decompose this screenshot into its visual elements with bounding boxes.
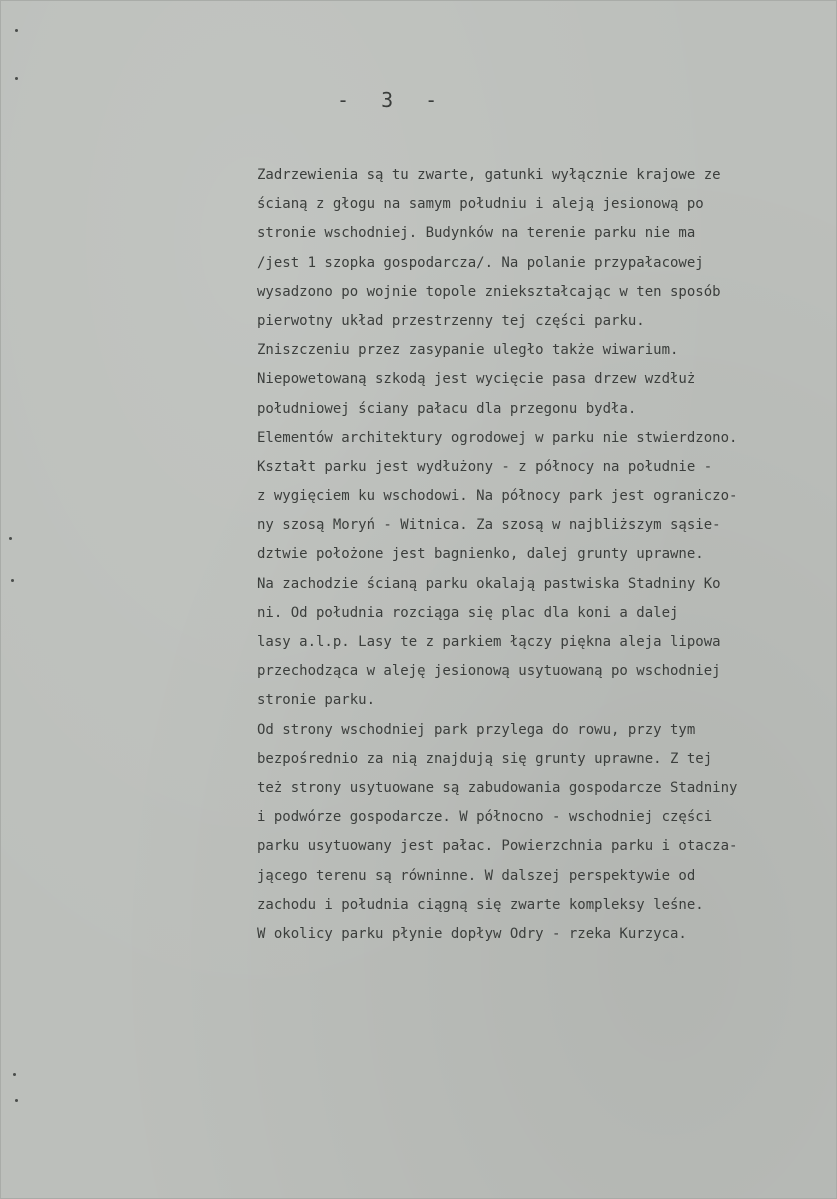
text-line: Elementów architektury ogrodowej w parku nie stwierdzono. <box>257 429 738 446</box>
text-line: południowej ściany pałacu dla przegonu bydła. <box>257 400 637 417</box>
text-line: lasy a.l.p. Lasy te z parkiem łączy piękna aleja lipowa <box>257 634 721 650</box>
text-line: przechodząca w aleję jesionową usytuowaną po wschodniej <box>257 663 721 680</box>
text-line: stronie wschodniej. Budynków na terenie parku nie ma <box>257 225 696 242</box>
text-line: /jest 1 szopka gospodarcza/. Na polanie przypałacowej <box>257 254 704 271</box>
text-line: i podwórze gospodarcze. W północno - wschodniej części <box>257 809 713 826</box>
punch-mark <box>15 77 18 80</box>
punch-mark <box>13 1073 16 1076</box>
text-line: Zniszczeniu przez zasypanie uległo także wiwarium. <box>257 342 679 359</box>
text-line: parku usytuowany jest pałac. Powierzchnia parku i otacza- <box>257 838 738 855</box>
text-line: ścianą z głogu na samym południu i aleją jesionową po <box>257 196 704 213</box>
text-line: z wygięciem ku wschodowi. Na północy park jest ograniczo- <box>257 488 738 505</box>
text-line: Zadrzewienia są tu zwarte, gatunki wyłącznie krajowe ze <box>257 167 721 183</box>
text-line: ni. Od południa rozciąga się plac dla koni a dalej <box>257 604 679 621</box>
punch-mark <box>15 1099 18 1102</box>
punch-mark <box>11 579 14 582</box>
text-line: zachodu i południa ciągną się zwarte kompleksy leśne. <box>257 896 704 913</box>
text-line: pierwotny układ przestrzenny tej części parku. <box>257 312 645 329</box>
text-line: też strony usytuowane są zabudowania gospodarcze Stadniny <box>257 779 738 796</box>
punch-mark <box>9 537 12 540</box>
text-line: jącego terenu są równinne. W dalszej perspektywie od <box>257 867 696 884</box>
body-text <box>257 161 835 949</box>
text-line: Kształt parku jest wydłużony - z północy na południe - <box>257 458 713 475</box>
text-line: dztwie położone jest bagnienko, dalej grunty uprawne. <box>257 546 704 563</box>
text-line: ny szosą Moryń - Witnica. Za szosą w najbliższym sąsie- <box>257 517 721 534</box>
text-line: Od strony wschodniej park przylega do rowu, przy tym <box>257 721 696 738</box>
text-line: wysadzono po wojnie topole zniekształcając w ten sposób <box>257 283 721 300</box>
text-line: Na zachodzie ścianą parku okalają pastwiska Stadniny Ko <box>257 575 721 592</box>
text-line: W okolicy parku płynie dopływ Odry - rzeka Kurzyca. <box>257 925 687 942</box>
text-line: stronie parku. <box>257 692 376 709</box>
punch-mark <box>15 29 18 32</box>
text-line: bezpośrednio za nią znajdują się grunty uprawne. Z tej <box>257 750 713 767</box>
text-line: Niepowetowaną szkodą jest wycięcie pasa drzew wzdłuż <box>257 371 696 388</box>
page-number: - 3 - <box>337 88 448 112</box>
